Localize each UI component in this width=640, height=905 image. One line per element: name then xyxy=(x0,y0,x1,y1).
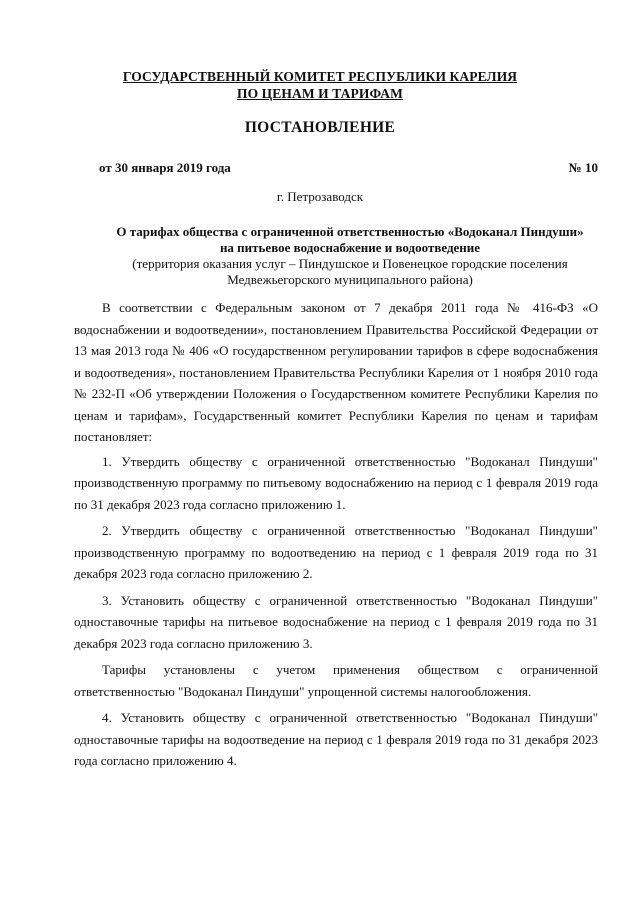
clause-4: 4. Установить обществу с ограниченной ответственностью "Водоканал Пиндуши" одноставочные тарифы на водоотведение на период с 1 февраля 2019 года по 31 декабря 2023 года согласно приложению 4. xyxy=(74,710,598,768)
clause-1: 1. Утвердить обществу с ограниченной ответственностью "Водоканал Пиндуши" производственную программу по питьевому водоснабжению на период с 1 февраля 2019 года по 31 декабря 2023 года согласно приложению 1. xyxy=(74,453,598,512)
clause-3: 3. Установить обществу с ограниченной ответственностью "Водоканал Пиндуши" одноставочные тарифы на питьевое водоснабжение на период с 1 февраля 2019 года по 31 декабря 2023 года согласно приложению 3. xyxy=(74,592,598,651)
document-body xyxy=(74,297,598,777)
date-number-row xyxy=(99,160,598,176)
preamble-paragraph: В соответствии с Федеральным законом от 7 декабря 2011 года № 416-ФЗ «О водоснабжении и водоотведении», постановлением Правительства Российской Федерации от 13 мая 2013 года № 406 «О государственном регулировании тарифов в сфере водоснабжения и водоотведения», постановлением Правительства Республики Карелия от 1 ноября 2010 года № 232-П «Об утверждении Положения о Государственном комитете Республики Карелия по ценам и тарифам», Государственный комитет Республики Карелия по ценам и тарифам постановляет: xyxy=(74,300,598,444)
document-date: от 30 января 2019 года xyxy=(99,160,231,175)
document-city: г. Петрозаводск xyxy=(276,189,364,204)
document-type: ПОСТАНОВЛЕНИЕ xyxy=(244,119,396,136)
document-title xyxy=(80,224,620,288)
clause-2: 2. Утвердить обществу с ограниченной ответственностью "Водоканал Пиндуши" производственную программу по водоотведению на период с 1 февраля 2019 года по 31 декабря 2023 года согласно приложению 2. xyxy=(74,523,598,581)
title-line-1: О тарифах общества с ограниченной ответственностью «Водоканал Пиндуши» xyxy=(116,224,584,239)
title-line-2: на питьевое водоснабжение и водоотведение xyxy=(219,240,481,255)
issuer-header xyxy=(0,68,640,102)
tax-note-paragraph: Тарифы установлены с учетом применения обществом с ограниченной ответственностью "Водоканал Пиндуши" упрощенной системы налогообложения. xyxy=(74,662,598,699)
issuer-line-1: ГОСУДАРСТВЕННЫЙ КОМИТЕТ РЕСПУБЛИКИ КАРЕЛИЯ xyxy=(122,69,518,84)
title-line-4: Медвежьегорского муниципального района) xyxy=(227,272,473,287)
title-line-3: (территория оказания услуг – Пиндушское и Повенецкое городские поселения xyxy=(132,256,568,271)
issuer-line-2: ПО ЦЕНАМ И ТАРИФАМ xyxy=(237,86,403,101)
document-number: № 10 xyxy=(568,160,598,175)
